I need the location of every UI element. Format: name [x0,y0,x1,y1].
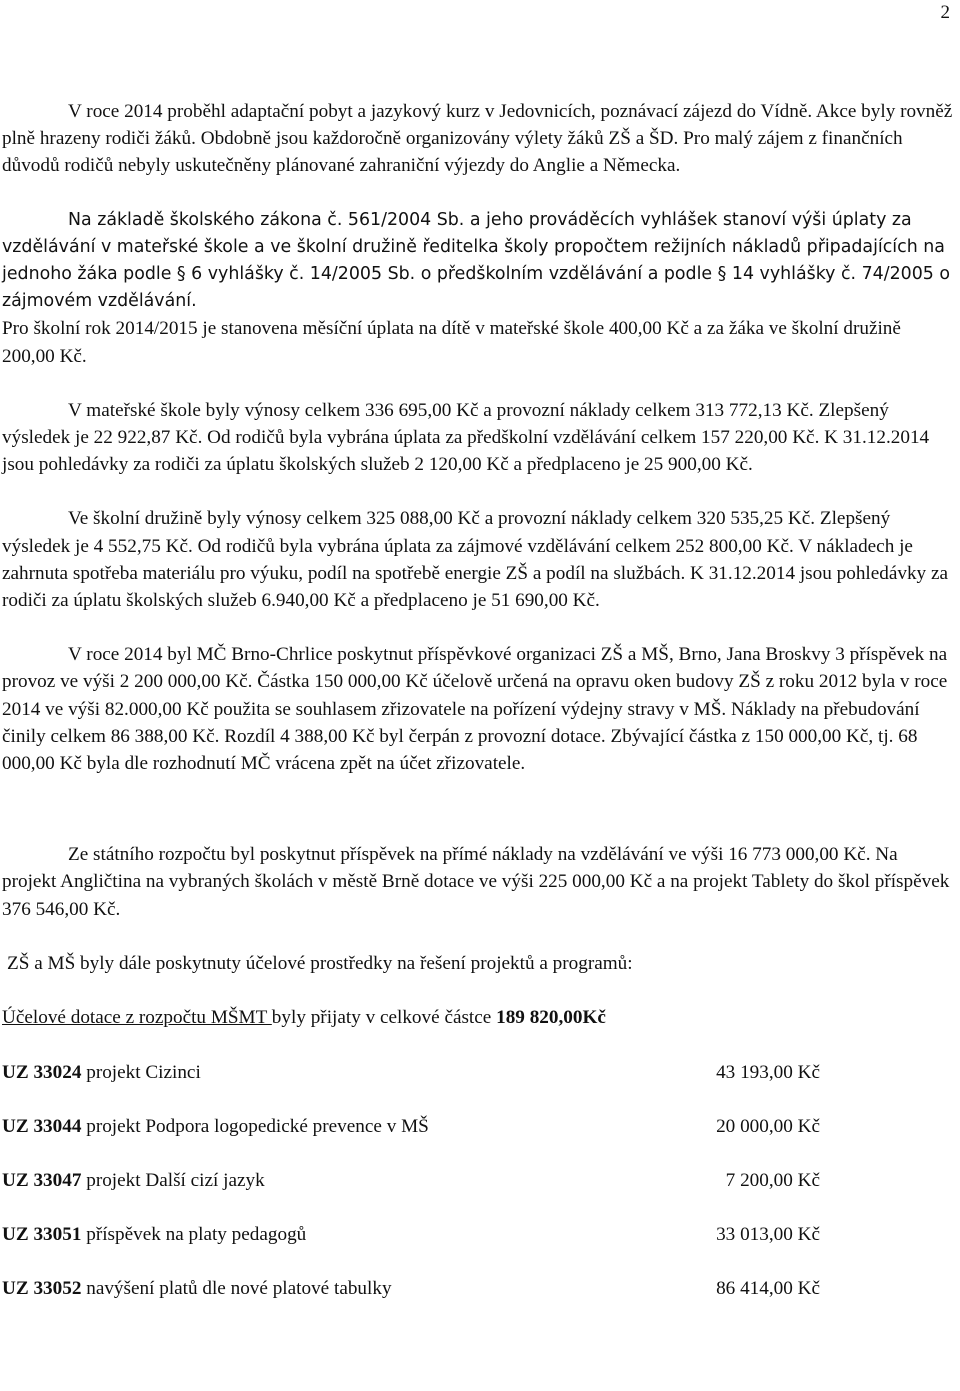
page-number: 2 [940,2,950,23]
paragraph-after-school-finance: Ve školní družině byly výnosy celkem 325 088,00 Kč a provozní náklady celkem 320 535,25 Kč. Zlepšený výsledek je 4 552,75 Kč. Od rodičů byla vybrána úplata za zájmové vzdělávání celkem 252 800,00 Kč. V nákladech je zahrnuta spotřeba materiálu pro výuku, podíl na spotřebě energie ZŠ a podíl na službách. K 31.12.2014 jsou pohledávky za rodiči za úplatu školských služeb 6.940,00 Kč a předplaceno je 51 690,00 Kč. [2,508,948,612]
list-item [2,1221,820,1248]
fees-law-rest: a jeho prováděcích vyhlášek stanoví výši úplaty za vzdělávání v mateřské škole a ve školní družině ředitelka školy propočtem režijních nákladů připadajících na jednoho žáka podle § 6 vyhlášky č. 14/2005 Sb. o předškolním vzdělávání a podle § 14 vyhlášky č. 74/2005 o zájmovém vzdělávání. [2,209,950,312]
paragraph-kindergarten-finance: V mateřské škole byly výnosy celkem 336 695,00 Kč a provozní náklady celkem 313 772,13 Kč. Zlepšený výsledek je 22 922,87 Kč. Od rodičů byla vybrána úplata za předškolní vzdělávání celkem 157 220,00 Kč. K 31.12.2014 jsou pohledávky za rodiči za úplatu školských služeb 2 120,00 Kč a předplaceno je 25 900,00 Kč. [2,399,930,476]
paragraph-earmarked-intro: ZŠ a MŠ byly dále poskytnuty účelové prostředky na řešení projektů a programů: [7,952,633,974]
subsidy-label: Účelové dotace z rozpočtu MŠMT [2,1007,272,1029]
item-description: navýšení platů dle nové platové tabulky [81,1278,392,1300]
item-amount: 86 414,00 Kč [716,1278,820,1300]
subsidy-label-rest: byly přijaty v celkové částce [271,1007,497,1029]
item-code: UZ 33024 [2,1062,82,1084]
item-amount: 7 200,00 Kč [725,1170,820,1192]
item-label [2,1113,429,1140]
paragraph-state-budget: Ze státního rozpočtu byl poskytnut příspěvek na přímé náklady na vzdělávání ve výši 16 773 000,00 Kč. Na projekt Angličtina na vybraných školách v městě Brně dotace ve výši 225 000,00 Kč a na projekt Tablety do škol příspěvek 376 546,00 Kč. [2,844,950,920]
subsidy-summary [2,1004,956,1031]
list-item [2,1167,820,1194]
item-amount: 20 000,00 Kč [716,1116,820,1138]
item-label [2,1275,392,1302]
subsidy-total: 189 820,00Kč [496,1007,606,1029]
item-description: příspěvek na platy pedagogů [81,1224,307,1246]
item-description: projekt Další cizí jazyk [81,1170,265,1192]
subsidy-items-list [2,1059,956,1302]
item-code: UZ 33052 [2,1278,82,1300]
list-item [2,1275,820,1302]
item-label [2,1221,306,1248]
item-amount: 33 013,00 Kč [716,1224,820,1246]
paragraph-trips: V roce 2014 proběhl adaptační pobyt a jazykový kurz v Jedovnicích, poznávací zájezd do Vídně. Akce byly rovněž plně hrazeny rodiči žáků. Obdobně jsou každoročně organizovány výlety žáků ZŠ a ŠD. Pro malý zájem z finančních důvodů rodičů nebyly uskutečněny plánované zahraniční výjezdy do Anglie a Německa. [2,101,953,177]
list-item [2,1059,820,1086]
item-amount: 43 193,00 Kč [716,1062,820,1084]
fees-law-lead: Na základě školského zákona č. 561/2004 Sb. [68,209,465,230]
item-label [2,1167,265,1194]
item-description: projekt Cizinci [81,1062,201,1084]
paragraph-municipal-contribution: V roce 2014 byl MČ Brno-Chrlice poskytnut příspěvkové organizaci ZŠ a MŠ, Brno, Jana Broskvy 3 příspěvek na provoz ve výši 2 200 000,00 Kč. Částka 150 000,00 Kč účelově určená na opravu oken budovy ZŠ z roku 2012 byla v roce 2014 ve výši 82.000,00 Kč použita se souhlasem zřizovatele na pořízení výdejny stravy v MŠ. Náklady na přebudování činily celkem 86 388,00 Kč. Rozdíl 4 388,00 Kč byl čerpán z provozní dotace. Zbývající částka z 150 000,00 Kč, tj. 68 000,00 Kč byla dle rozhodnutí MČ vrácena zpět na účet zřizovatele. [2,644,948,775]
item-code: UZ 33044 [2,1116,82,1138]
item-label [2,1059,201,1086]
item-code: UZ 33051 [2,1224,82,1246]
paragraph-fees-law [2,207,956,316]
list-item [2,1113,820,1140]
item-description: projekt Podpora logopedické prevence v MŠ [81,1116,429,1138]
item-code: UZ 33047 [2,1170,82,1192]
document-body [2,98,956,1302]
paragraph-monthly-fee: Pro školní rok 2014/2015 je stanovena měsíční úplata na dítě v mateřské škole 400,00 Kč a za žáka ve školní družině 200,00 Kč. [2,318,901,367]
